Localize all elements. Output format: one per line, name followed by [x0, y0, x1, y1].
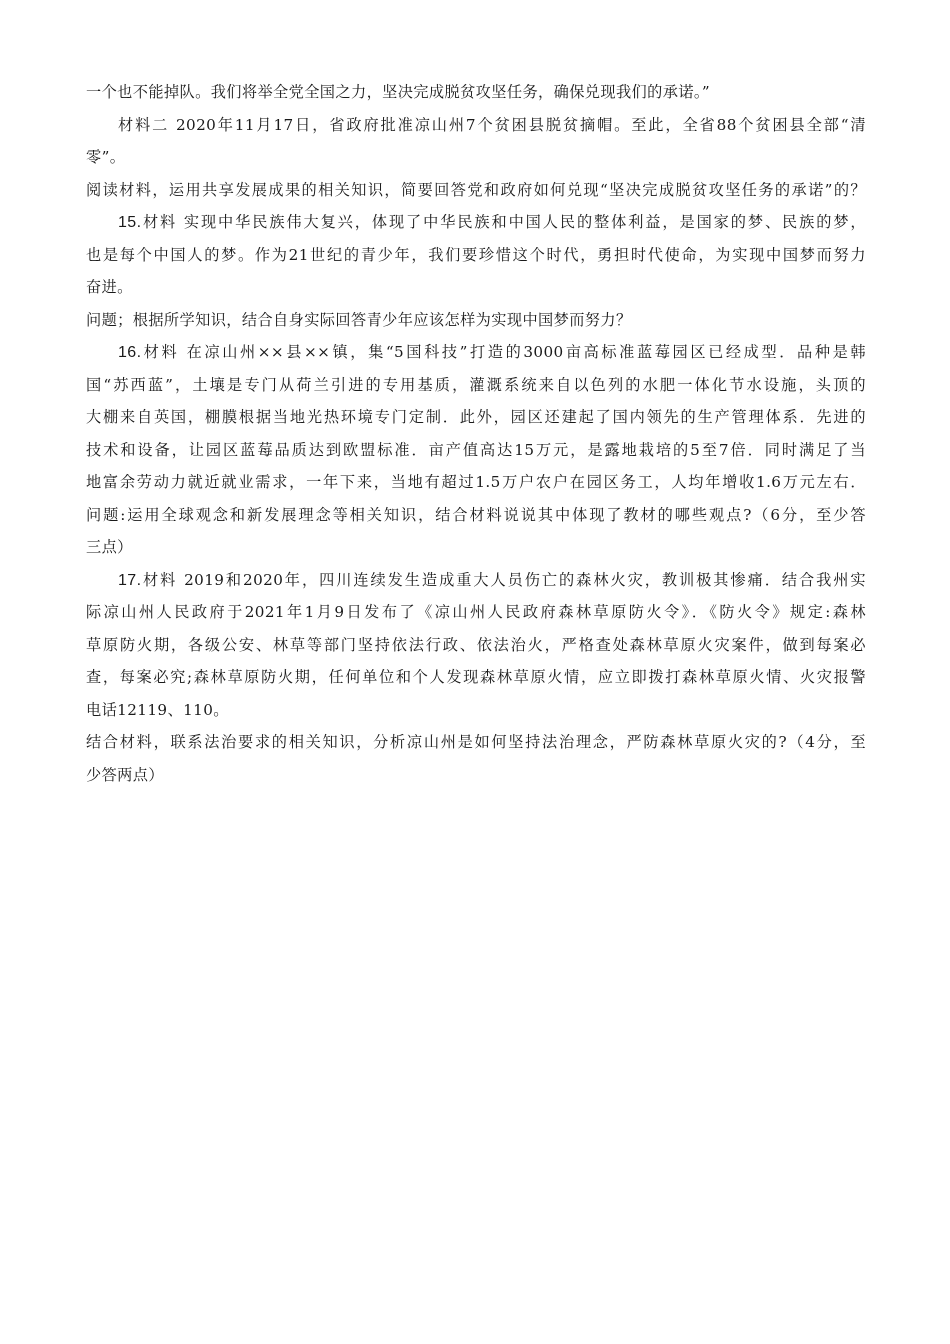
question-prompt: 问题；根据所学知识，结合自身实际回答青少年应该怎样为实现中国梦而努力？ — [86, 310, 632, 329]
question-text: 材料 在凉山州××县××镇，集“5国科技”打造的3000亩高标准蓝莓园区已经成型．品种是韩 — [141, 343, 866, 361]
paragraph-line: 查，每案必究;森林草原防火期，任何单位和个人发现森林草原火情，应立即拨打森林草原火情、火灾报警 — [86, 668, 866, 686]
question-number: 17. — [118, 571, 142, 589]
paragraph-line: 技术和设备，让园区蓝莓品质达到欧盟标准．亩产值高达15万元，是露地栽培的5至7倍．同时满足了当 — [86, 440, 866, 459]
paragraph-line: 也是每个中国人的梦。作为21世纪的青少年，我们要珍惜这个时代，勇担时代使命，为实现中国梦而努力 — [86, 245, 866, 264]
paragraph-line: 大棚来自英国，棚膜根据当地光热环境专门定制．此外，园区还建起了国内领先的生产管理体系．先进的 — [86, 408, 866, 426]
paragraph-line: 国“苏西蓝”，土壤是专门从荷兰引进的专用基质，灌溉系统来自以色列的水肥一体化节水设施，头顶的 — [86, 375, 866, 394]
paragraph-line: 一个也不能掉队。我们将举全党全国之力，坚决完成脱贫攻坚任务，确保兑现我们的承诺。” — [86, 83, 711, 101]
question-prompt: 少答两点） — [86, 765, 164, 784]
question-16-line — [86, 336, 866, 369]
question-prompt: 三点） — [86, 538, 133, 556]
question-prompt: 阅读材料，运用共享发展成果的相关知识，简要回答党和政府如何兑现“坚决完成脱贫攻坚任务的承诺”的？ — [86, 180, 866, 199]
paragraph-line: 材料二 2020年11月17日，省政府批准凉山州7个贫困县脱贫摘帽。至此，全省88个贫困县全部“清 — [118, 115, 866, 134]
paragraph-line: 零”。 — [86, 148, 126, 166]
paragraph-line: 电话12119、110。 — [86, 700, 229, 719]
question-17-line — [86, 564, 866, 597]
paragraph-line: 奋进。 — [86, 278, 133, 296]
paragraph-line: 地富余劳动力就近就业需求，一年下来，当地有超过1.5万户农户在园区务工，人均年增收1.6万元左右． — [86, 473, 866, 491]
question-15-line — [86, 206, 866, 239]
question-text: 材料 实现中华民族伟大复兴，体现了中华民族和中国人民的整体利益，是国家的梦、民族的梦， — [141, 213, 866, 231]
question-prompt: 结合材料，联系法治要求的相关知识，分析凉山州是如何坚持法治理念，严防森林草原火灾的?（4分，至 — [86, 733, 866, 751]
document-body — [86, 76, 866, 791]
question-number: 15. — [118, 214, 142, 231]
paragraph-line: 际凉山州人民政府于2021年1月9日发布了《凉山州人民政府森林草原防火令》．《防火令》规定:森林 — [86, 603, 866, 621]
question-number: 16. — [118, 344, 142, 361]
paragraph-line: 草原防火期，各级公安、林草等部门坚持依法行政、依法治火，严格查处森林草原火灾案件，做到每案必 — [86, 635, 866, 654]
question-text: 材料 2019和2020年，四川连续发生造成重大人员伤亡的森林火灾，教训极其惨痛．结合我州实 — [141, 570, 866, 589]
question-prompt: 问题:运用全球观念和新发展理念等相关知识，结合材料说说其中体现了教材的哪些观点?（6分，至少答 — [86, 505, 866, 524]
